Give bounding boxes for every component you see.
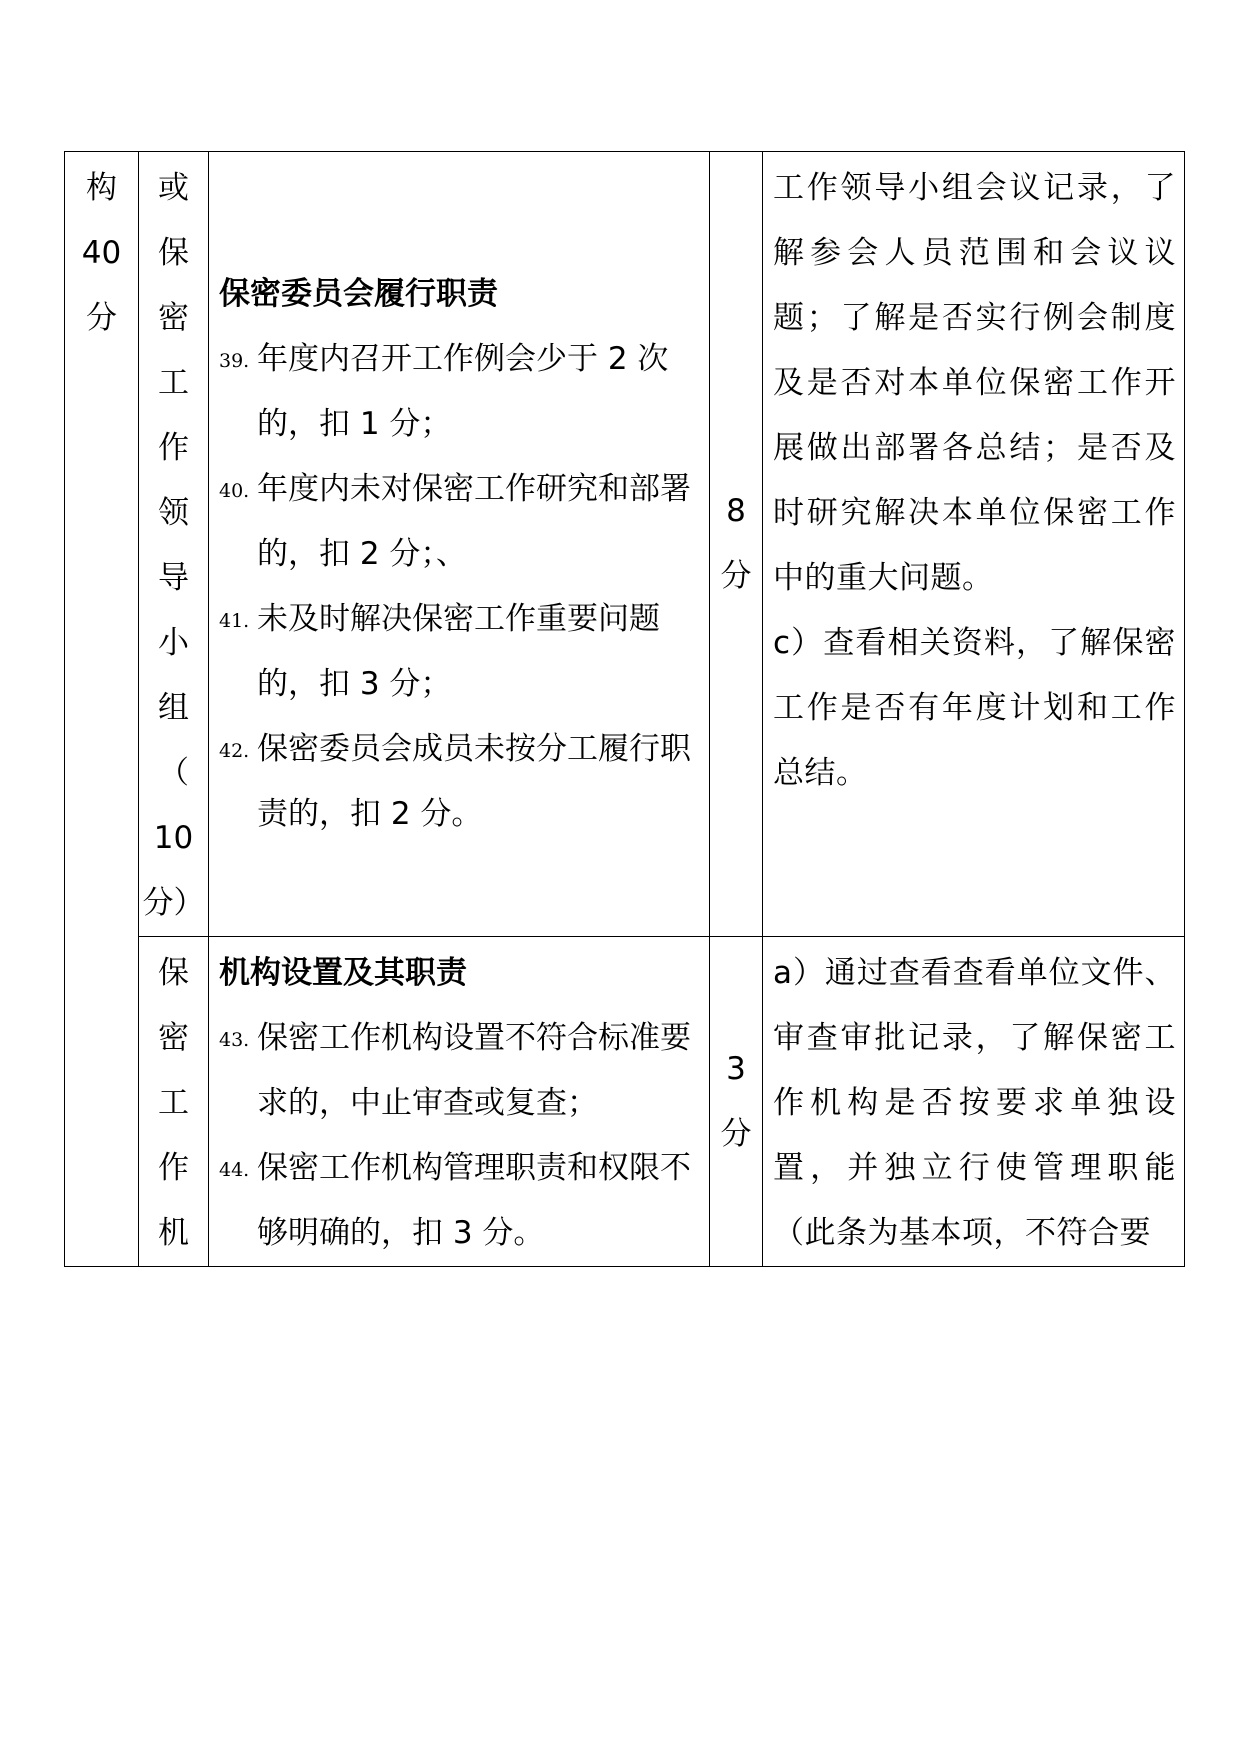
criteria-block: [209, 152, 709, 847]
item-text: 年度内召开工作例会少于 2 次的，扣 1 分；: [257, 341, 669, 442]
item-number: 41.: [219, 610, 250, 632]
review-table: [64, 151, 1185, 1267]
list-item: [219, 1136, 699, 1266]
category-label: 构 40 分: [81, 170, 122, 336]
item-number: 40.: [219, 480, 250, 502]
item-text: 未及时解决保密工作重要问题的，扣 3 分；: [257, 601, 660, 702]
method-cell: [763, 937, 1185, 1267]
item-text: 保密工作机构管理职责和权限不够明确的，扣 3 分。: [257, 1150, 691, 1251]
subcategory-label: 或 保 密 工 作 领 导 小 组 （ 10 分）: [142, 170, 205, 921]
item-number: 43.: [219, 1029, 250, 1051]
list-item: [219, 1006, 699, 1136]
item-number: 39.: [219, 350, 250, 372]
score-value: 3: [726, 1050, 746, 1087]
criteria-title: 保密委员会履行职责: [219, 276, 498, 312]
method-block: [763, 937, 1184, 1266]
score-unit: 分: [720, 558, 752, 594]
table-row: [65, 937, 1185, 1267]
item-text: 保密工作机构设置不符合标准要求的，中止审查或复查；: [257, 1020, 691, 1121]
method-paragraph: a）通过查看查看单位文件、审查审批记录，了解保密工作机构是否按要求单独设置，并独立行使管理职能（此条为基本项，不符合要: [773, 955, 1176, 1251]
subcategory-cell: [139, 152, 209, 937]
criteria-block: [209, 937, 709, 1266]
score-cell: [710, 937, 763, 1267]
category-cell: [65, 152, 139, 1267]
criteria-cell: [209, 937, 710, 1267]
method-paragraph: c）查看相关资料，了解保密工作是否有年度计划和工作总结。: [773, 625, 1176, 791]
method-block: [763, 152, 1184, 806]
criteria-title: 机构设置及其职责: [219, 955, 467, 991]
item-number: 44.: [219, 1159, 250, 1181]
criteria-cell: [209, 152, 710, 937]
method-paragraph: 工作领导小组会议记录，了解参会人员范围和会议议题；了解是否实行例会制度及是否对本单位保密工作开展做出部署各总结；是否及时研究解决本单位保密工作中的重大问题。: [773, 170, 1176, 596]
subcategory-cell: [139, 937, 209, 1267]
subcategory-label: 保 密 工 作 机: [158, 955, 189, 1251]
list-item: [219, 457, 699, 587]
score-cell: [710, 152, 763, 937]
item-number: 42.: [219, 740, 250, 762]
table-row: [65, 152, 1185, 937]
item-text: 保密委员会成员未按分工履行职责的，扣 2 分。: [257, 731, 691, 832]
list-item: [219, 717, 699, 847]
score-unit: 分: [720, 1115, 752, 1152]
item-text: 年度内未对保密工作研究和部署的，扣 2 分；、: [257, 471, 691, 572]
list-item: [219, 327, 699, 457]
method-cell: [763, 152, 1185, 937]
score-value: 8: [726, 493, 746, 529]
list-item: [219, 587, 699, 717]
